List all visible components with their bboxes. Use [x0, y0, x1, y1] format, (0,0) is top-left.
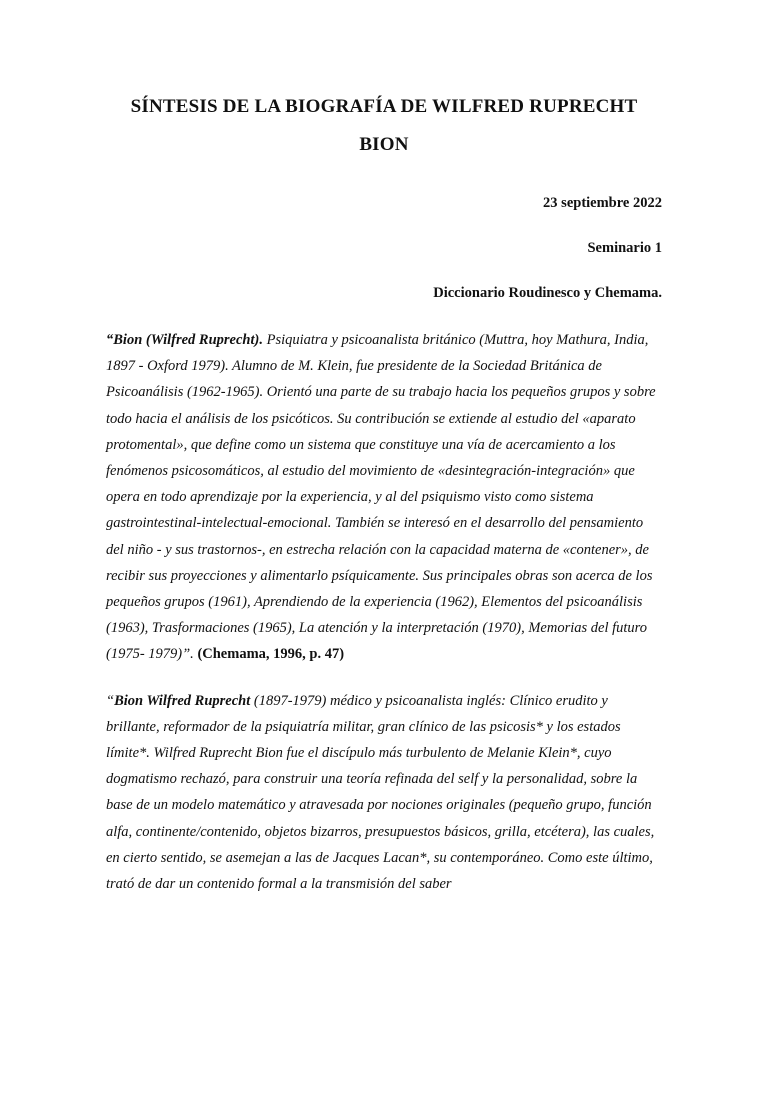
open-quote: “ [106, 692, 115, 709]
entry-body: (1897-1979) médico y psicoanalista inglés: Clínico erudito y brillante, reformador de la psiquiatría militar, gran clínico de las psicosis* y los estados límite*. Wilfred Ruprecht Bion fue el discípulo más turbulento de Melanie Klein*, cuyo dogmatismo rechazó, para construir una teoría refinada del self y la personalidad, sobre la base de un modelo matemático y atravesada por nociones originales (pequeño grupo, función alfa, continente/contenido, objetos bizarros, presupuestos básicos, grilla, etcétera), las cuales, en cierto sentido, se asemejan a las de Jacques Lacan*, su contemporáneo. Como este último, trató de dar un contenido formal a la transmisión del saber [106, 692, 655, 893]
paragraph-roudinesco-quote [106, 688, 662, 898]
paragraph-chemama-quote [106, 327, 662, 668]
citation: (Chemama, 1996, p. 47) [197, 646, 345, 663]
seminar-label: Seminario 1 [587, 240, 662, 256]
document-title: SÍNTESIS DE LA BIOGRAFÍA DE WILFRED RUPRECHT BION [130, 96, 638, 155]
document-date: 23 septiembre 2022 [543, 195, 662, 211]
document-page [0, 88, 768, 1112]
source-reference: Diccionario Roudinesco y Chemama. [433, 285, 662, 301]
entry-body: Psiquiatra y psicoanalista británico (Muttra, hoy Mathura, India, 1897 - Oxford 1979). Alumno de M. Klein, fue presidente de la Sociedad Británica de Psicoanálisis (1962-1965). Orientó una parte de su trabajo hacia los pequeños grupos y sobre todo hacia el análisis de los psicóticos. Su contribución se extiende al estudio del «aparato protomental», que define como un sistema que constituye una vía de acercamiento a los fenómenos psicosomáticos, al estudio del movimiento de «desintegración-integración» que opera en todo aprendizaje por la experiencia, y al del psiquismo visto como sistema gastrointestinal-intelectual-emocional. También se interesó en el desarrollo del pensamiento del niño - y sus trastornos-, en estrecha relación con la capacidad materna de «contener», de recibir sus proyecciones y alimentarlo psíquicamente. Sus principales obras son acerca de los pequeños grupos (1961), Aprendiendo de la experiencia (1962), Elementos del psicoanálisis (1963), Trasformaciones (1965), La atención y la interpretación (1970), Memorias del futuro (1975- 1979)”. [106, 332, 656, 663]
entry-heading: Bion Wilfred Ruprecht [114, 692, 251, 709]
entry-heading: “Bion (Wilfred Ruprecht). [106, 332, 263, 348]
